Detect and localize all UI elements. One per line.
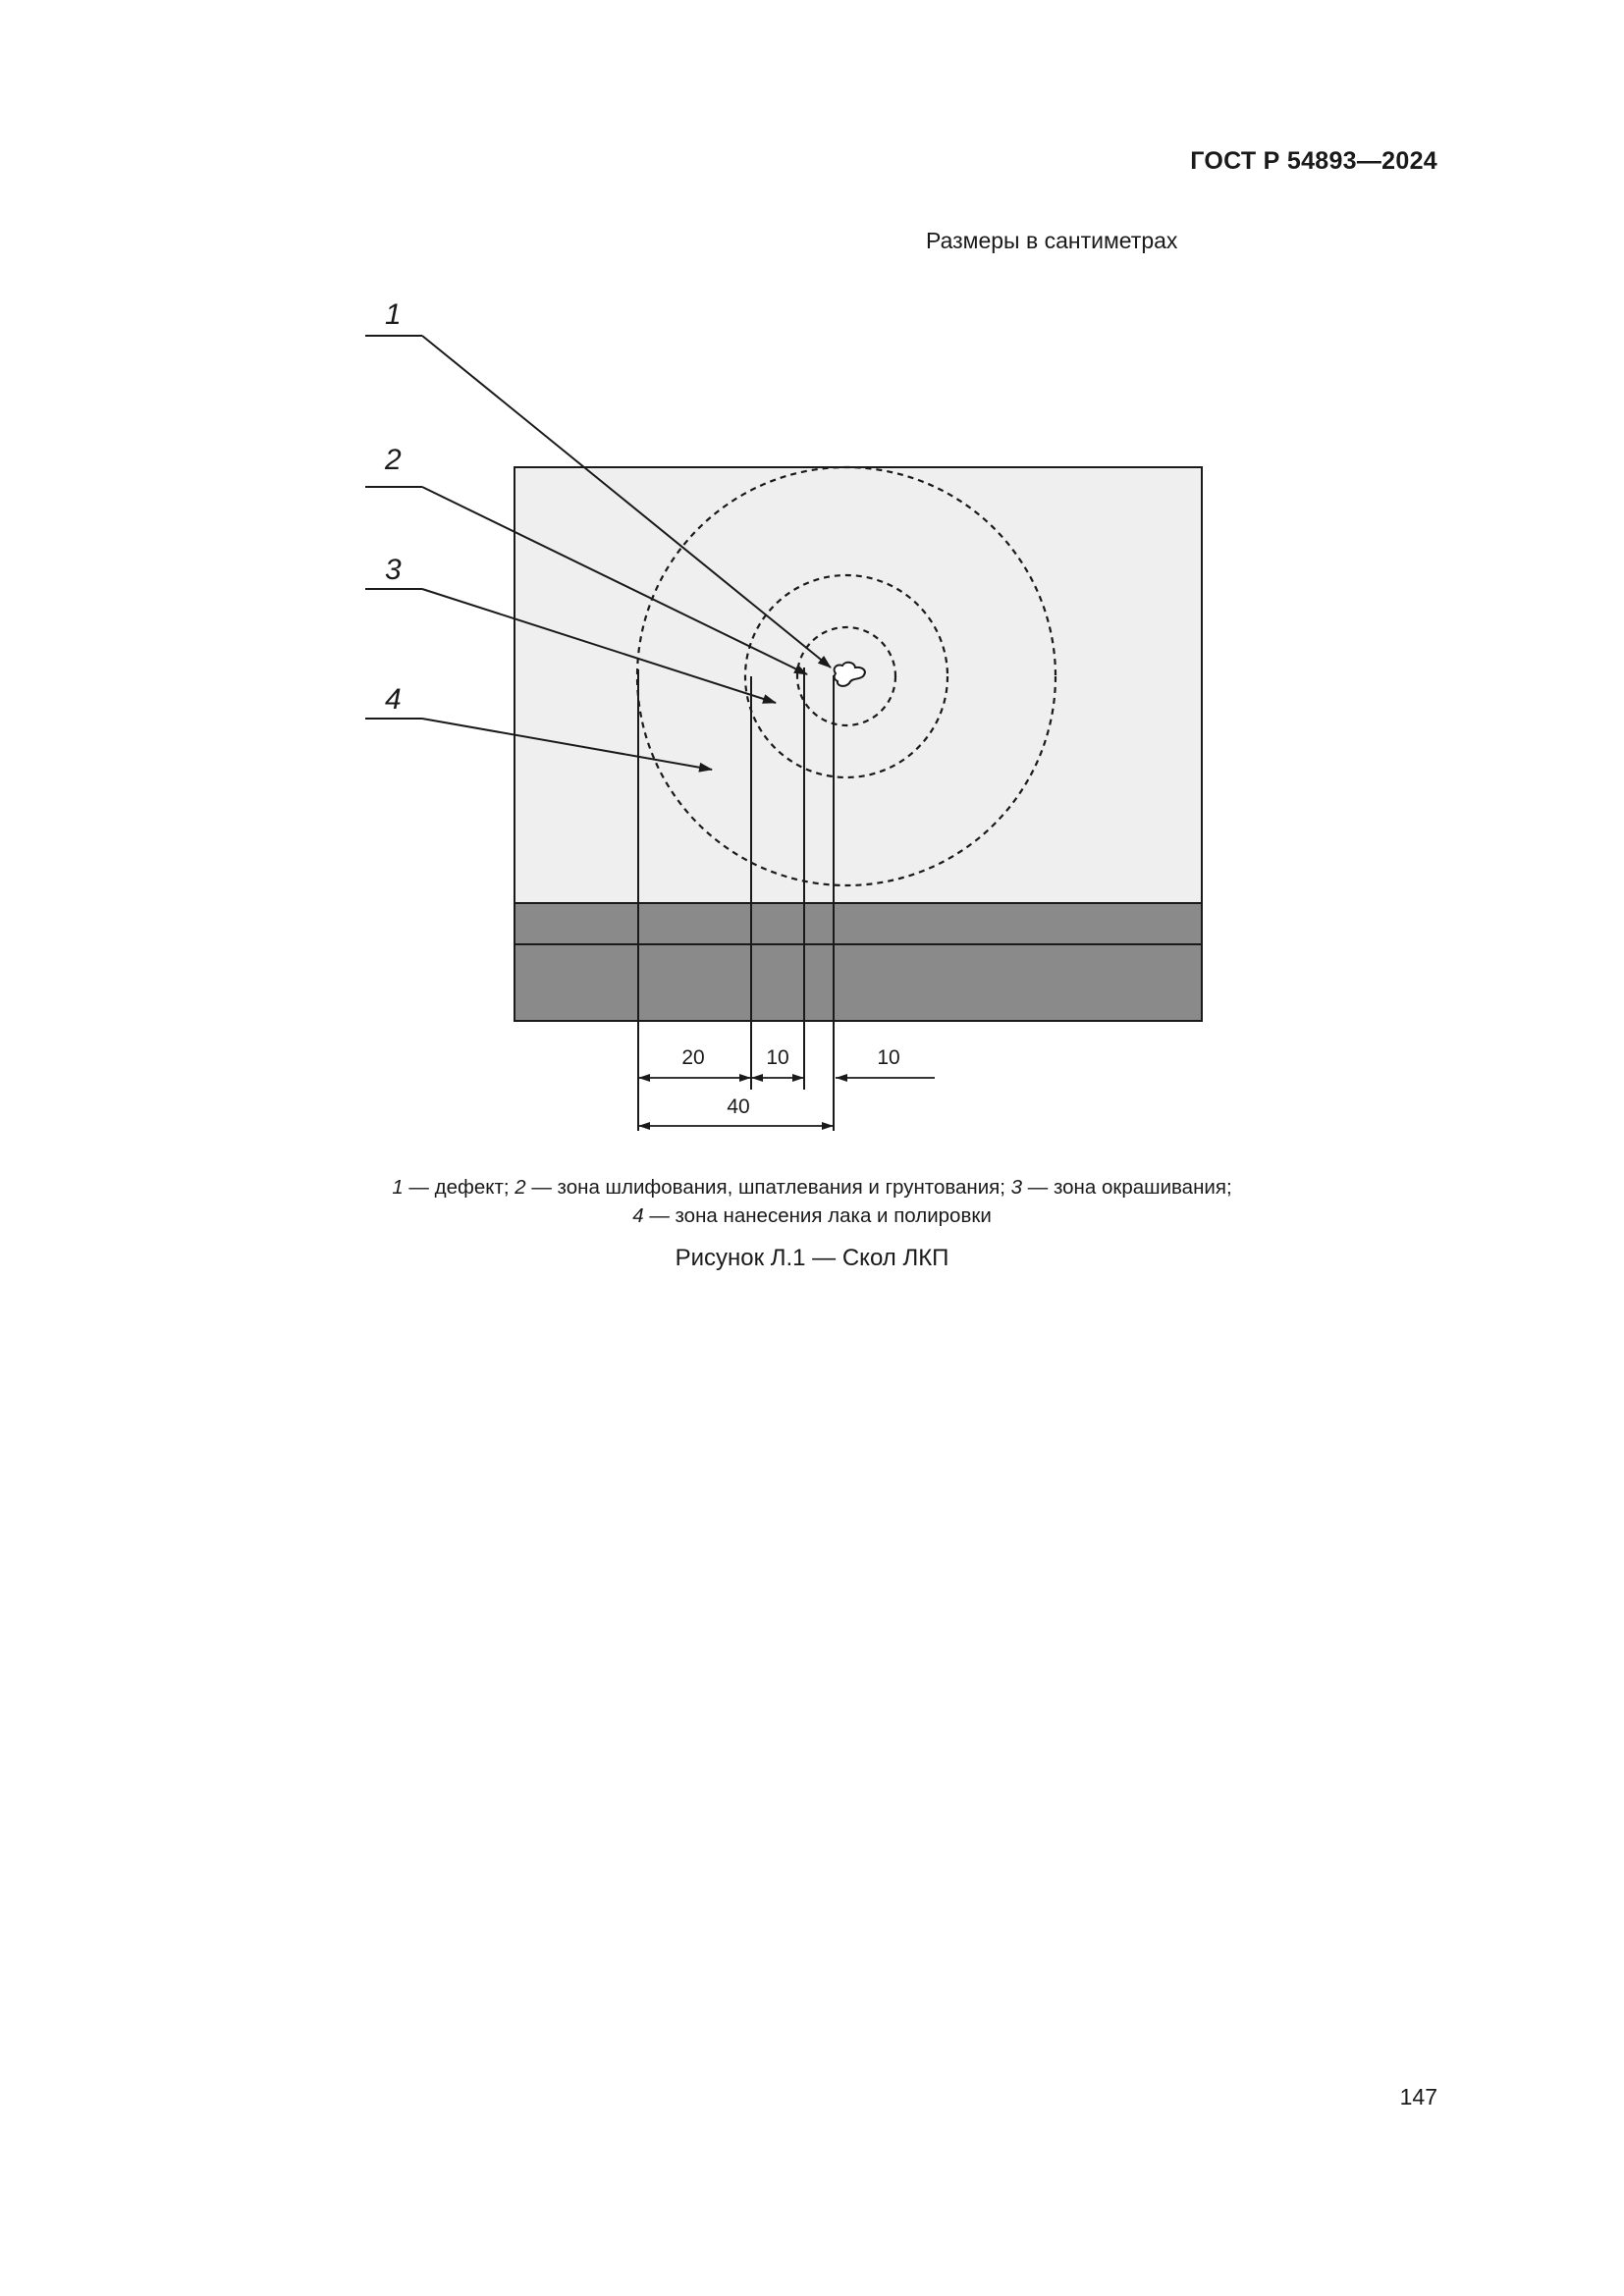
legend-num-1: 1 bbox=[392, 1176, 404, 1199]
units-note: Размеры в сантиметрах bbox=[926, 228, 1178, 253]
dim-label-10b: 10 bbox=[877, 1046, 900, 1069]
legend-text-1: — дефект; bbox=[403, 1176, 515, 1199]
figure-caption: Рисунок Л.1 — Скол ЛКП bbox=[675, 1245, 949, 1271]
page-number: 147 bbox=[1399, 2084, 1437, 2109]
panel-surface bbox=[514, 467, 1202, 903]
document-id: ГОСТ Р 54893—2024 bbox=[1190, 147, 1437, 175]
callout-4-label: 4 bbox=[385, 683, 402, 716]
legend-num-3: 3 bbox=[1010, 1176, 1023, 1199]
legend-text-3: — зона окрашивания; bbox=[1022, 1176, 1232, 1199]
callout-1-label: 1 bbox=[385, 298, 402, 331]
legend-num-4: 4 bbox=[632, 1204, 644, 1227]
legend-num-2: 2 bbox=[514, 1176, 526, 1199]
callout-3-label: 3 bbox=[385, 554, 402, 586]
figure-legend-line-2 bbox=[0, 1201, 1624, 1230]
legend-text-2: — зона шлифования, шпатлевания и грунтования; bbox=[525, 1176, 1011, 1199]
dim-label-20: 20 bbox=[681, 1046, 705, 1069]
figure-legend-line-1 bbox=[0, 1173, 1624, 1201]
panel-band-lower bbox=[514, 944, 1202, 1021]
legend-text-4: — зона нанесения лака и полировки bbox=[643, 1204, 992, 1227]
dim-label-40: 40 bbox=[727, 1095, 750, 1118]
dim-label-10a: 10 bbox=[766, 1046, 789, 1069]
panel-band-upper bbox=[514, 903, 1202, 944]
callout-2-label: 2 bbox=[385, 444, 402, 476]
